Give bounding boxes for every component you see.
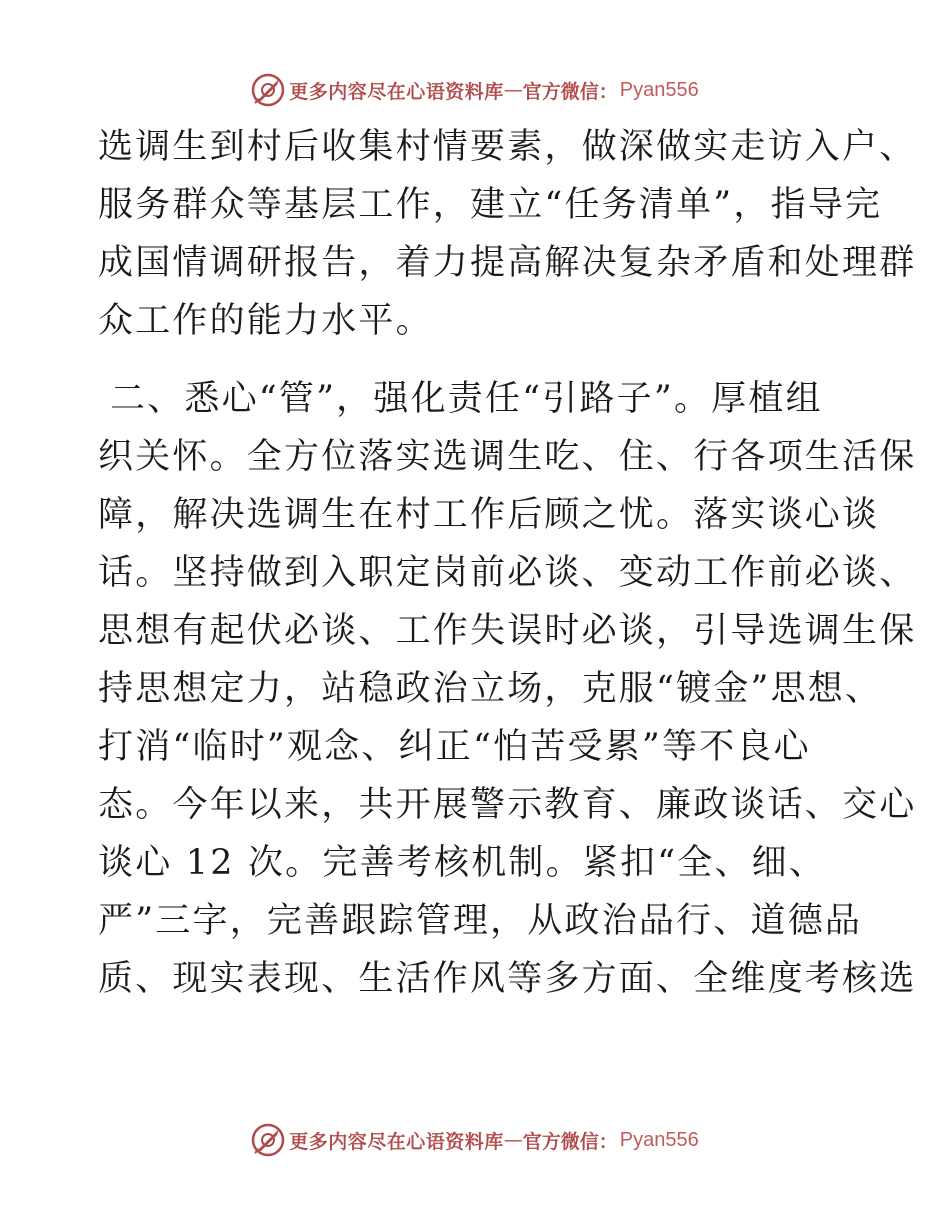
- document-body: [98, 118, 917, 1008]
- header-wechat-id: Pyan556: [619, 78, 699, 101]
- text-line: 严”三字，完善跟踪管理，从政治品行、道德品: [98, 901, 863, 941]
- paragraph-2: [98, 370, 917, 1008]
- header-banner: [0, 72, 950, 108]
- text-line: 成国情调研报告，着力提高解决复杂矛盾和处理群: [98, 243, 917, 283]
- header-wechat-label: 官方微信：: [522, 80, 618, 103]
- header-banner-separator: —: [503, 79, 523, 101]
- header-banner-text: 更多内容尽在心语资料库: [289, 80, 504, 103]
- footer-wechat-id: Pyan556: [619, 1128, 699, 1151]
- footer-banner-text: 更多内容尽在心语资料库: [289, 1130, 504, 1153]
- text-line: 持思想定力，站稳政治立场，克服“镀金”思想、: [98, 669, 883, 709]
- text-line: 谈心 12 次。完善考核机制。紧扣“全、细、: [98, 843, 827, 883]
- footer-banner-separator: —: [503, 1129, 523, 1151]
- footer-banner: [0, 1122, 950, 1158]
- pen-logo-icon: [251, 1123, 285, 1157]
- text-line: 质、现实表现、生活作风等多方面、全维度考核选: [98, 959, 917, 999]
- text-line: 众工作的能力水平。: [98, 301, 433, 341]
- text-line: 障，解决选调生在村工作后顾之忧。落实谈心谈: [98, 495, 880, 535]
- paragraph-gap: [98, 350, 858, 370]
- text-line: 二、悉心“管”，强化责任“引路子”。厚植组: [110, 379, 823, 419]
- text-line: 话。坚持做到入职定岗前必谈、变动工作前必谈、: [98, 553, 917, 593]
- text-line: 态。今年以来，共开展警示教育、廉政谈话、交心: [98, 785, 917, 825]
- text-line: 打消“临时”观念、纠正“怕苦受累”等不良心: [98, 727, 811, 767]
- pen-logo-icon: [251, 73, 285, 107]
- text-line: 思想有起伏必谈、工作失误时必谈，引导选调生保: [98, 611, 917, 651]
- text-line: 选调生到村后收集村情要素，做深做实走访入户、: [98, 127, 917, 167]
- text-line: 服务群众等基层工作，建立“任务清单”，指导完: [98, 185, 883, 225]
- footer-wechat-label: 官方微信：: [522, 1130, 618, 1153]
- text-line: 织关怀。全方位落实选调生吃、住、行各项生活保: [98, 437, 917, 477]
- paragraph-1: [98, 118, 917, 350]
